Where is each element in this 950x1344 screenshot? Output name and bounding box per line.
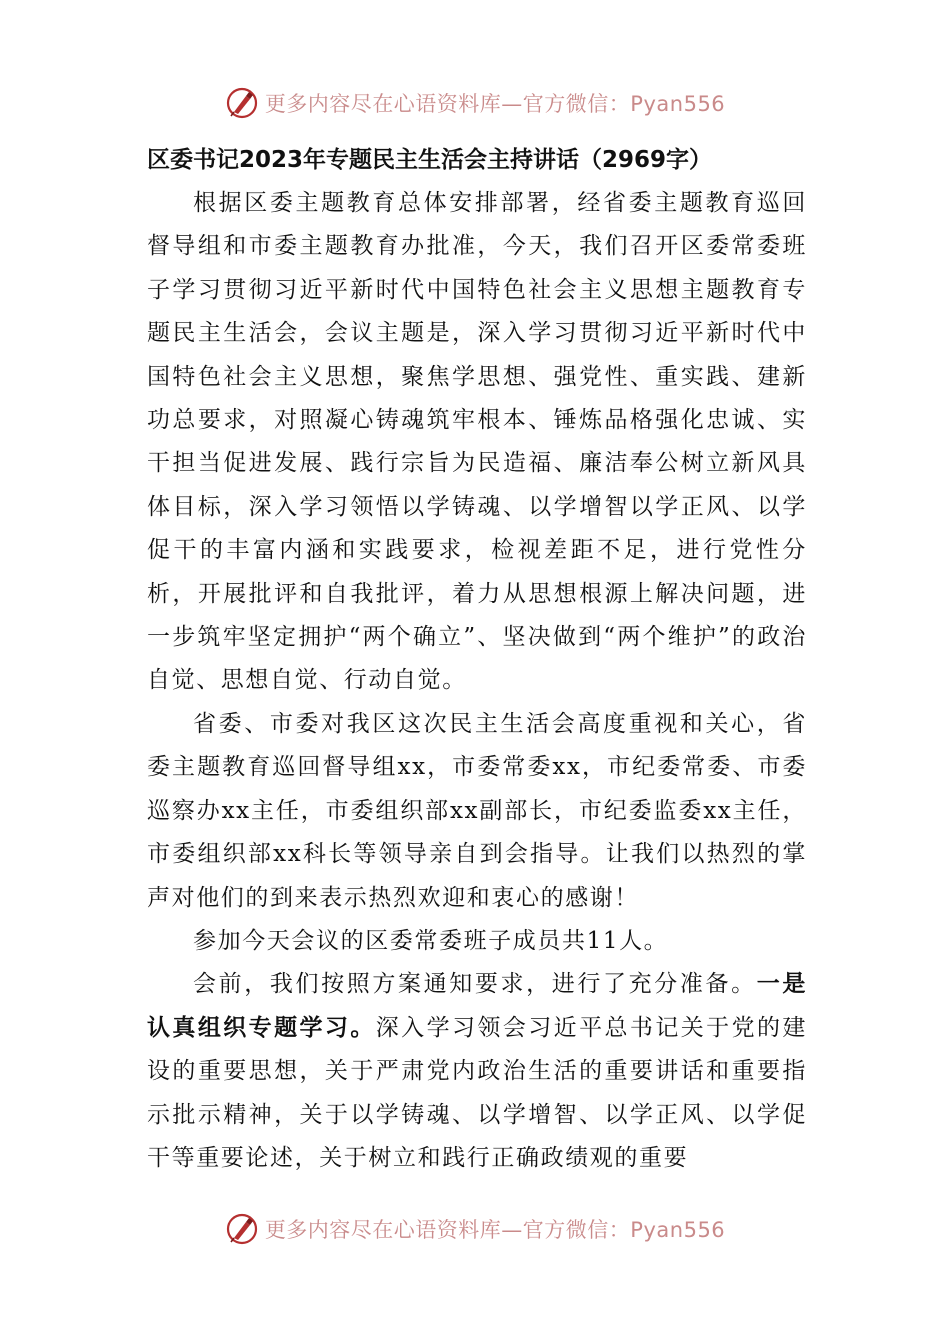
watermark-header	[0, 83, 950, 123]
paragraph-2: 省委、市委对我区这次民主生活会高度重视和关心，省委主题教育巡回督导组xx，市委常委xx，市纪委常委、市委巡察办xx主任，市委组织部xx副部长，市纪委监委xx主任，市委组织部xx科长等领导亲自到会指导。让我们以热烈的掌声对他们的到来表示热烈欢迎和衷心的感谢！	[147, 710, 807, 911]
paragraph-1: 根据区委主题教育总体安排部署，经省委主题教育巡回督导组和市委主题教育办批准，今天，我们召开区委常委班子学习贯彻习近平新时代中国特色社会主义思想主题教育专题民主生活会，会议主题是，深入学习贯彻习近平新时代中国特色社会主义思想，聚焦学思想、强党性、重实践、建新功总要求，对照凝心铸魂筑牢根本、锤炼品格强化忠诚、实干担当促进发展、践行宗旨为民造福、廉洁奉公树立新风具体目标，深入学习领悟以学铸魂、以学增智以学正风、以学促干的丰富内涵和实践要求，检视差距不足，进行党性分析，开展批评和自我批评，着力从思想根源上解决问题，进一步筑牢坚定拥护“两个确立”、坚决做到“两个维护”的政治自觉、思想自觉、行动自觉。	[147, 190, 807, 694]
watermark-text: 更多内容尽在心语资料库—官方微信：Pyan556	[264, 1218, 726, 1242]
paragraph-4-lead: 会前，我们按照方案通知要求，进行了充分准备。	[193, 971, 757, 998]
document-title: 区委书记2023年专题民主生活会主持讲话（2969字）	[147, 147, 713, 173]
paragraph-4-bold-heading: 一是认真组织专题学习。	[147, 971, 808, 1041]
paragraph-4	[147, 963, 807, 1180]
paragraph-4-body: 深入学习领会习近平总书记关于党的建设的重要思想，关于严肃党内政治生活的重要讲话和重要指示批示精神，关于以学铸魂、以学增智、以学正风、以学促干等重要论述，关于树立和践行正确政绩观的重要	[147, 1014, 807, 1171]
watermark-text: 更多内容尽在心语资料库—官方微信：Pyan556	[264, 92, 726, 116]
document-body	[147, 138, 807, 1180]
watermark-footer	[0, 1209, 950, 1249]
fountain-pen-logo-icon	[225, 86, 259, 120]
paragraph-3: 参加今天会议的区委常委班子成员共11人。	[193, 927, 669, 954]
fountain-pen-logo-icon	[225, 1212, 259, 1246]
